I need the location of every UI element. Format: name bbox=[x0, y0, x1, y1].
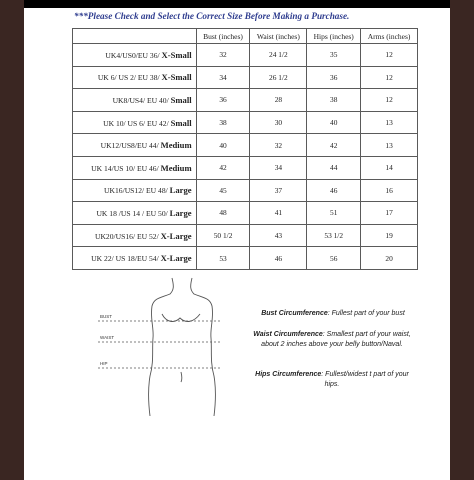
frame-left bbox=[0, 0, 24, 480]
size-cell bbox=[73, 89, 197, 112]
frame-right bbox=[450, 0, 474, 480]
waist-cell: 46 bbox=[250, 247, 307, 270]
size-code: UK 6/ US 2/ EU 38/ bbox=[97, 73, 160, 83]
hips-cell: 56 bbox=[307, 247, 361, 270]
table-row bbox=[73, 44, 418, 67]
size-code: UK8/US4/ EU 40/ bbox=[112, 95, 169, 105]
hips-cell: 46 bbox=[307, 179, 361, 202]
waist-cell: 28 bbox=[250, 89, 307, 112]
size-cell bbox=[73, 202, 197, 225]
waist-description bbox=[252, 330, 412, 349]
hips-cell: 51 bbox=[307, 202, 361, 225]
hip-label: HIP bbox=[100, 361, 108, 366]
header-size bbox=[73, 29, 197, 44]
waist-cell: 37 bbox=[250, 179, 307, 202]
bust-cell: 50 1/2 bbox=[196, 224, 250, 247]
table-row bbox=[73, 247, 418, 270]
size-name: Medium bbox=[160, 140, 192, 151]
table-row bbox=[73, 89, 418, 112]
size-name: Large bbox=[169, 185, 192, 196]
table-row bbox=[73, 202, 418, 225]
header-waist: Waist (inches) bbox=[250, 29, 307, 44]
hips-cell: 36 bbox=[307, 66, 361, 89]
size-cell bbox=[73, 134, 197, 157]
arms-cell: 20 bbox=[361, 247, 418, 270]
bust-title: Bust Circumference bbox=[261, 310, 328, 317]
waist-cell: 34 bbox=[250, 156, 307, 179]
size-code: UK20/US16/ EU 52/ bbox=[94, 231, 159, 241]
waist-cell: 41 bbox=[250, 202, 307, 225]
bust-cell: 36 bbox=[196, 89, 250, 112]
arms-cell: 19 bbox=[361, 224, 418, 247]
table-row bbox=[73, 224, 418, 247]
waist-cell: 26 1/2 bbox=[250, 66, 307, 89]
size-cell bbox=[73, 111, 197, 134]
bust-cell: 34 bbox=[196, 66, 250, 89]
size-code: UK 22/ US 18/EU 54/ bbox=[91, 254, 159, 264]
bust-cell: 40 bbox=[196, 134, 250, 157]
waist-label: WAIST bbox=[100, 335, 115, 340]
arms-cell: 17 bbox=[361, 202, 418, 225]
hips-text: : Fullest/widest t part of your hips. bbox=[321, 371, 409, 388]
waist-title: Waist Circumference bbox=[253, 331, 323, 338]
header-arms: Arms (inches) bbox=[361, 29, 418, 44]
arms-cell: 14 bbox=[361, 156, 418, 179]
arms-cell: 12 bbox=[361, 66, 418, 89]
table-row bbox=[73, 134, 418, 157]
hips-cell: 40 bbox=[307, 111, 361, 134]
torso-outline bbox=[149, 278, 216, 416]
bust-description bbox=[248, 309, 418, 319]
arms-cell: 16 bbox=[361, 179, 418, 202]
body-measurement-diagram bbox=[96, 276, 236, 426]
size-code: UK16/US12/ EU 48/ bbox=[104, 186, 168, 196]
size-name: Large bbox=[169, 207, 192, 218]
bust-cell: 48 bbox=[196, 202, 250, 225]
arms-cell: 13 bbox=[361, 134, 418, 157]
measure-lines bbox=[98, 321, 222, 368]
size-name: Small bbox=[170, 117, 192, 128]
header-bust: Bust (inches) bbox=[196, 29, 250, 44]
size-code: UK 18 /US 14 / EU 50/ bbox=[96, 208, 168, 218]
size-code: UK12/US8/EU 44/ bbox=[100, 141, 159, 151]
size-code: UK 14/US 10/ EU 46/ bbox=[91, 163, 159, 173]
size-name: Small bbox=[170, 94, 192, 105]
table-row bbox=[73, 111, 418, 134]
arms-cell: 13 bbox=[361, 111, 418, 134]
bust-text: : Fullest part of your bust bbox=[327, 310, 405, 317]
waist-cell: 30 bbox=[250, 111, 307, 134]
hips-cell: 42 bbox=[307, 134, 361, 157]
size-cell bbox=[73, 156, 197, 179]
waist-cell: 43 bbox=[250, 224, 307, 247]
size-code: UK4/US0/EU 36/ bbox=[105, 50, 160, 60]
size-cell bbox=[73, 44, 197, 67]
hips-cell: 35 bbox=[307, 44, 361, 67]
size-name: X-Small bbox=[161, 72, 192, 83]
size-cell bbox=[73, 66, 197, 89]
size-cell bbox=[73, 179, 197, 202]
hips-cell: 53 1/2 bbox=[307, 224, 361, 247]
size-name: X-Small bbox=[161, 49, 192, 60]
hips-cell: 44 bbox=[307, 156, 361, 179]
size-cell bbox=[73, 224, 197, 247]
bust-cell: 32 bbox=[196, 44, 250, 67]
hips-title: Hips Circumference bbox=[255, 371, 322, 378]
table-row bbox=[73, 66, 418, 89]
bust-cell: 42 bbox=[196, 156, 250, 179]
bust-label: BUST bbox=[100, 314, 113, 319]
bust-cell: 53 bbox=[196, 247, 250, 270]
arms-cell: 12 bbox=[361, 89, 418, 112]
bust-cell: 38 bbox=[196, 111, 250, 134]
waist-text: : Smallest part of your waist, about 2 inches above your belly button/Naval. bbox=[261, 331, 411, 348]
size-name: X-Large bbox=[160, 230, 192, 241]
header-hips: Hips (inches) bbox=[307, 29, 361, 44]
arms-cell: 12 bbox=[361, 44, 418, 67]
waist-cell: 24 1/2 bbox=[250, 44, 307, 67]
waist-cell: 32 bbox=[250, 134, 307, 157]
table-header-row bbox=[73, 29, 418, 44]
size-code: UK 10/ US 6/ EU 42/ bbox=[103, 118, 169, 128]
size-name: X-Large bbox=[160, 253, 192, 264]
table-row bbox=[73, 179, 418, 202]
size-chart-table bbox=[72, 28, 418, 270]
size-cell bbox=[73, 247, 197, 270]
purchase-notice: ***Please Check and Select the Correct Size Before Making a Purchase. bbox=[74, 11, 350, 21]
table-row bbox=[73, 156, 418, 179]
size-name: Medium bbox=[160, 162, 192, 173]
hips-cell: 38 bbox=[307, 89, 361, 112]
hips-description bbox=[252, 370, 412, 389]
top-bar bbox=[0, 0, 474, 8]
bust-cell: 45 bbox=[196, 179, 250, 202]
